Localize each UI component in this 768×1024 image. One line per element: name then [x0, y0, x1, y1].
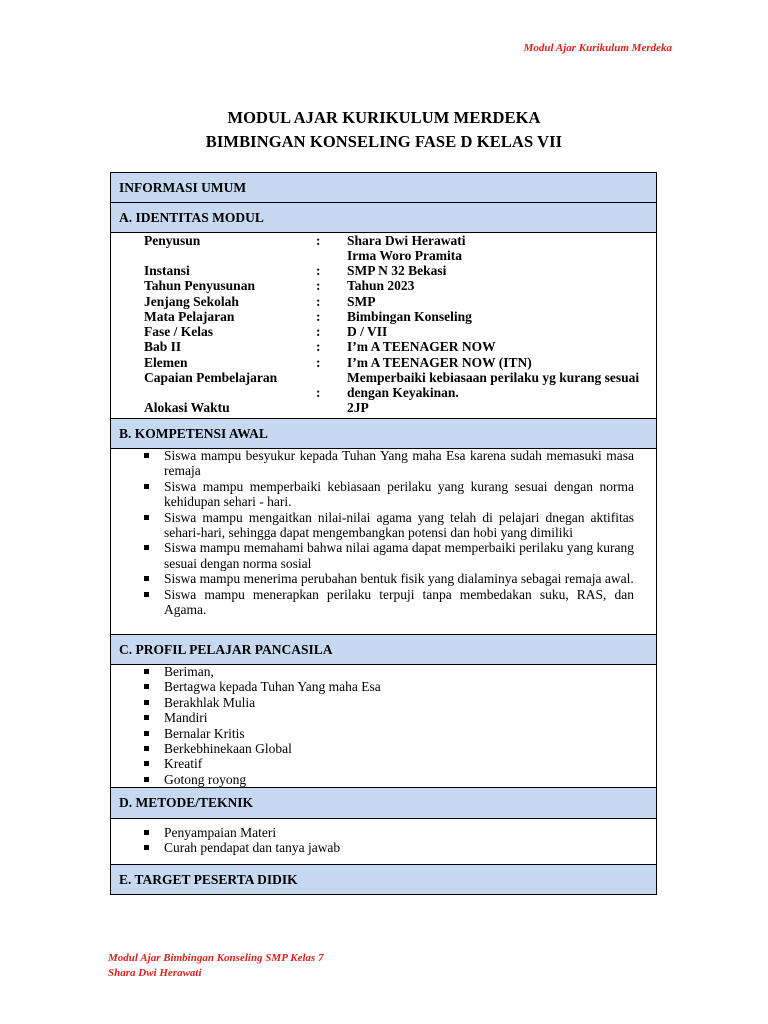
list-item-text: Siswa mampu mengaitkan nilai-nilai agama yang telah di pelajari dnegan aktifitas sehari-hari, sehingga dapat mengembangkan potensi dan hobi yang dimiliki: [164, 509, 634, 541]
list-item: [141, 756, 634, 771]
bullet-square-icon: [144, 576, 149, 581]
instansi-label: Instansi: [144, 263, 190, 278]
bullet-square-icon: [144, 777, 149, 782]
list-item: [141, 510, 634, 541]
list-item: [141, 540, 634, 571]
list-item-text: Kreatif: [164, 756, 203, 772]
bullet-square-icon: [144, 845, 149, 850]
jenjang-label: Jenjang Sekolah: [144, 294, 239, 309]
jenjang-value: SMP: [347, 294, 376, 309]
fase-label: Fase / Kelas: [144, 324, 213, 339]
list-item: [141, 710, 634, 725]
list-item-text: Penyampaian Materi: [164, 825, 277, 840]
alokasi-value: 2JP: [347, 400, 369, 415]
list-item-text: Bertagwa kepada Tuhan Yang maha Esa: [164, 679, 381, 695]
bab-label: Bab II: [144, 339, 182, 354]
colon: :: [316, 324, 321, 339]
list-item-text: Siswa mampu memahami bahwa nilai agama dapat memperbaiki perilaku yang kurang sesuai dengan norma sosial: [164, 540, 634, 571]
section-kompetensi-label: B. KOMPETENSI AWAL: [119, 425, 268, 441]
metode-list-box: [110, 819, 657, 865]
elemen-value: I’m A TEENAGER NOW (ITN): [347, 355, 532, 370]
colon: :: [316, 278, 321, 293]
bullet-square-icon: [144, 761, 149, 766]
bullet-square-icon: [144, 484, 149, 489]
list-item-text: Mandiri: [164, 710, 208, 726]
bullet-square-icon: [144, 515, 149, 520]
mapel-label: Mata Pelajaran: [144, 309, 235, 324]
kompetensi-list-box: [110, 449, 657, 635]
list-item-text: Siswa mampu memperbaiki kebiasaan perilaku yang kurang sesuai dengan norma kehidupan sehari - hari.: [164, 478, 634, 510]
colon: :: [316, 263, 321, 278]
list-item-text: Berkebhinekaan Global: [164, 741, 292, 757]
list-item-text: Siswa mampu besyukur kepada Tuhan Yang maha Esa karena sudah memasuki masa remaja: [164, 448, 634, 479]
penyusun-value: Shara Dwi Herawati: [347, 233, 466, 248]
penyusun-label: Penyusun: [144, 233, 201, 248]
colon: :: [316, 355, 321, 370]
section-metode-label: D. METODE/TEKNIK: [119, 795, 254, 810]
list-item: [141, 587, 634, 618]
list-item: [141, 726, 634, 741]
section-informasi-umum-label: INFORMASI UMUM: [119, 179, 247, 195]
list-item-text: Siswa mampu menerapkan perilaku terpuji tanpa membedakan suku, RAS, dan Agama.: [164, 586, 634, 618]
fase-value: D / VII: [347, 324, 388, 339]
capaian-value: Memperbaiki kebiasaan perilaku yg kurang sesuai: [347, 370, 640, 385]
section-kompetensi-awal: [110, 418, 657, 449]
bullet-square-icon: [144, 746, 149, 751]
bab-value: I’m A TEENAGER NOW: [347, 339, 496, 354]
bullet-square-icon: [144, 700, 149, 705]
section-profil-label: C. PROFIL PELAJAR PANCASILA: [119, 641, 333, 657]
section-identitas-modul: [110, 202, 657, 233]
section-informasi-umum: [110, 172, 657, 203]
elemen-label: Elemen: [144, 355, 188, 370]
list-item-text: Siswa mampu menerima perubahan bentuk fisik yang dialaminya sebagai remaja awal.: [164, 571, 634, 587]
capaian-label: Capaian Pembelajaran: [144, 370, 278, 385]
colon: :: [316, 385, 321, 400]
colon: :: [316, 309, 321, 324]
document-title: MODUL AJAR KURIKULUM MERDEKA: [227, 108, 541, 127]
section-target-label: E. TARGET PESERTA DIDIK: [119, 871, 298, 887]
colon: :: [316, 339, 321, 354]
profil-list: [141, 664, 634, 787]
kompetensi-list: [141, 448, 634, 617]
bullet-square-icon: [144, 453, 149, 458]
list-item-text: Bernalar Kritis: [164, 725, 245, 741]
list-item: [141, 448, 634, 479]
instansi-value: SMP N 32 Bekasi: [347, 263, 447, 278]
list-item-text: Curah pendapat dan tanya jawab: [164, 840, 341, 856]
section-profil-pelajar: [110, 634, 657, 665]
tahun-value: Tahun 2023: [347, 278, 415, 293]
list-item: [141, 825, 634, 840]
footer-line-2: Shara Dwi Herawati: [108, 967, 202, 979]
colon: :: [316, 233, 321, 248]
list-item-text: Gotong royong: [164, 771, 247, 787]
section-identitas-label: A. IDENTITAS MODUL: [119, 209, 264, 225]
list-item-text: Beriman,: [164, 664, 214, 679]
running-header: Modul Ajar Kurikulum Merdeka: [523, 42, 672, 54]
bullet-square-icon: [144, 715, 149, 720]
capaian-value-2: dengan Keyakinan.: [347, 385, 459, 400]
colon: :: [316, 294, 321, 309]
list-item: [141, 479, 634, 510]
bullet-square-icon: [144, 669, 149, 674]
list-item: [141, 741, 634, 756]
mapel-value: Bimbingan Konseling: [347, 309, 472, 324]
profil-list-box: [110, 665, 657, 788]
bullet-square-icon: [144, 592, 149, 597]
metode-list: [141, 825, 634, 856]
bullet-square-icon: [144, 684, 149, 689]
bullet-square-icon: [144, 545, 149, 550]
list-item: [141, 664, 634, 679]
list-item-text: Berakhlak Mulia: [164, 694, 256, 710]
list-item: [141, 772, 634, 787]
penyusun-value-2: Irma Woro Pramita: [347, 248, 462, 263]
list-item: [141, 840, 634, 855]
bullet-square-icon: [144, 731, 149, 736]
list-item: [141, 571, 634, 586]
footer-line-1: Modul Ajar Bimbingan Konseling SMP Kelas 7: [108, 952, 324, 964]
identitas-table: [110, 233, 657, 419]
alokasi-label: Alokasi Waktu: [144, 400, 230, 415]
document-subtitle: BIMBINGAN KONSELING FASE D KELAS VII: [205, 132, 563, 151]
list-item: [141, 695, 634, 710]
bullet-square-icon: [144, 830, 149, 835]
list-item: [141, 679, 634, 694]
section-target-peserta: [110, 864, 657, 895]
section-metode-teknik: [110, 787, 657, 819]
tahun-label: Tahun Penyusunan: [144, 278, 255, 293]
